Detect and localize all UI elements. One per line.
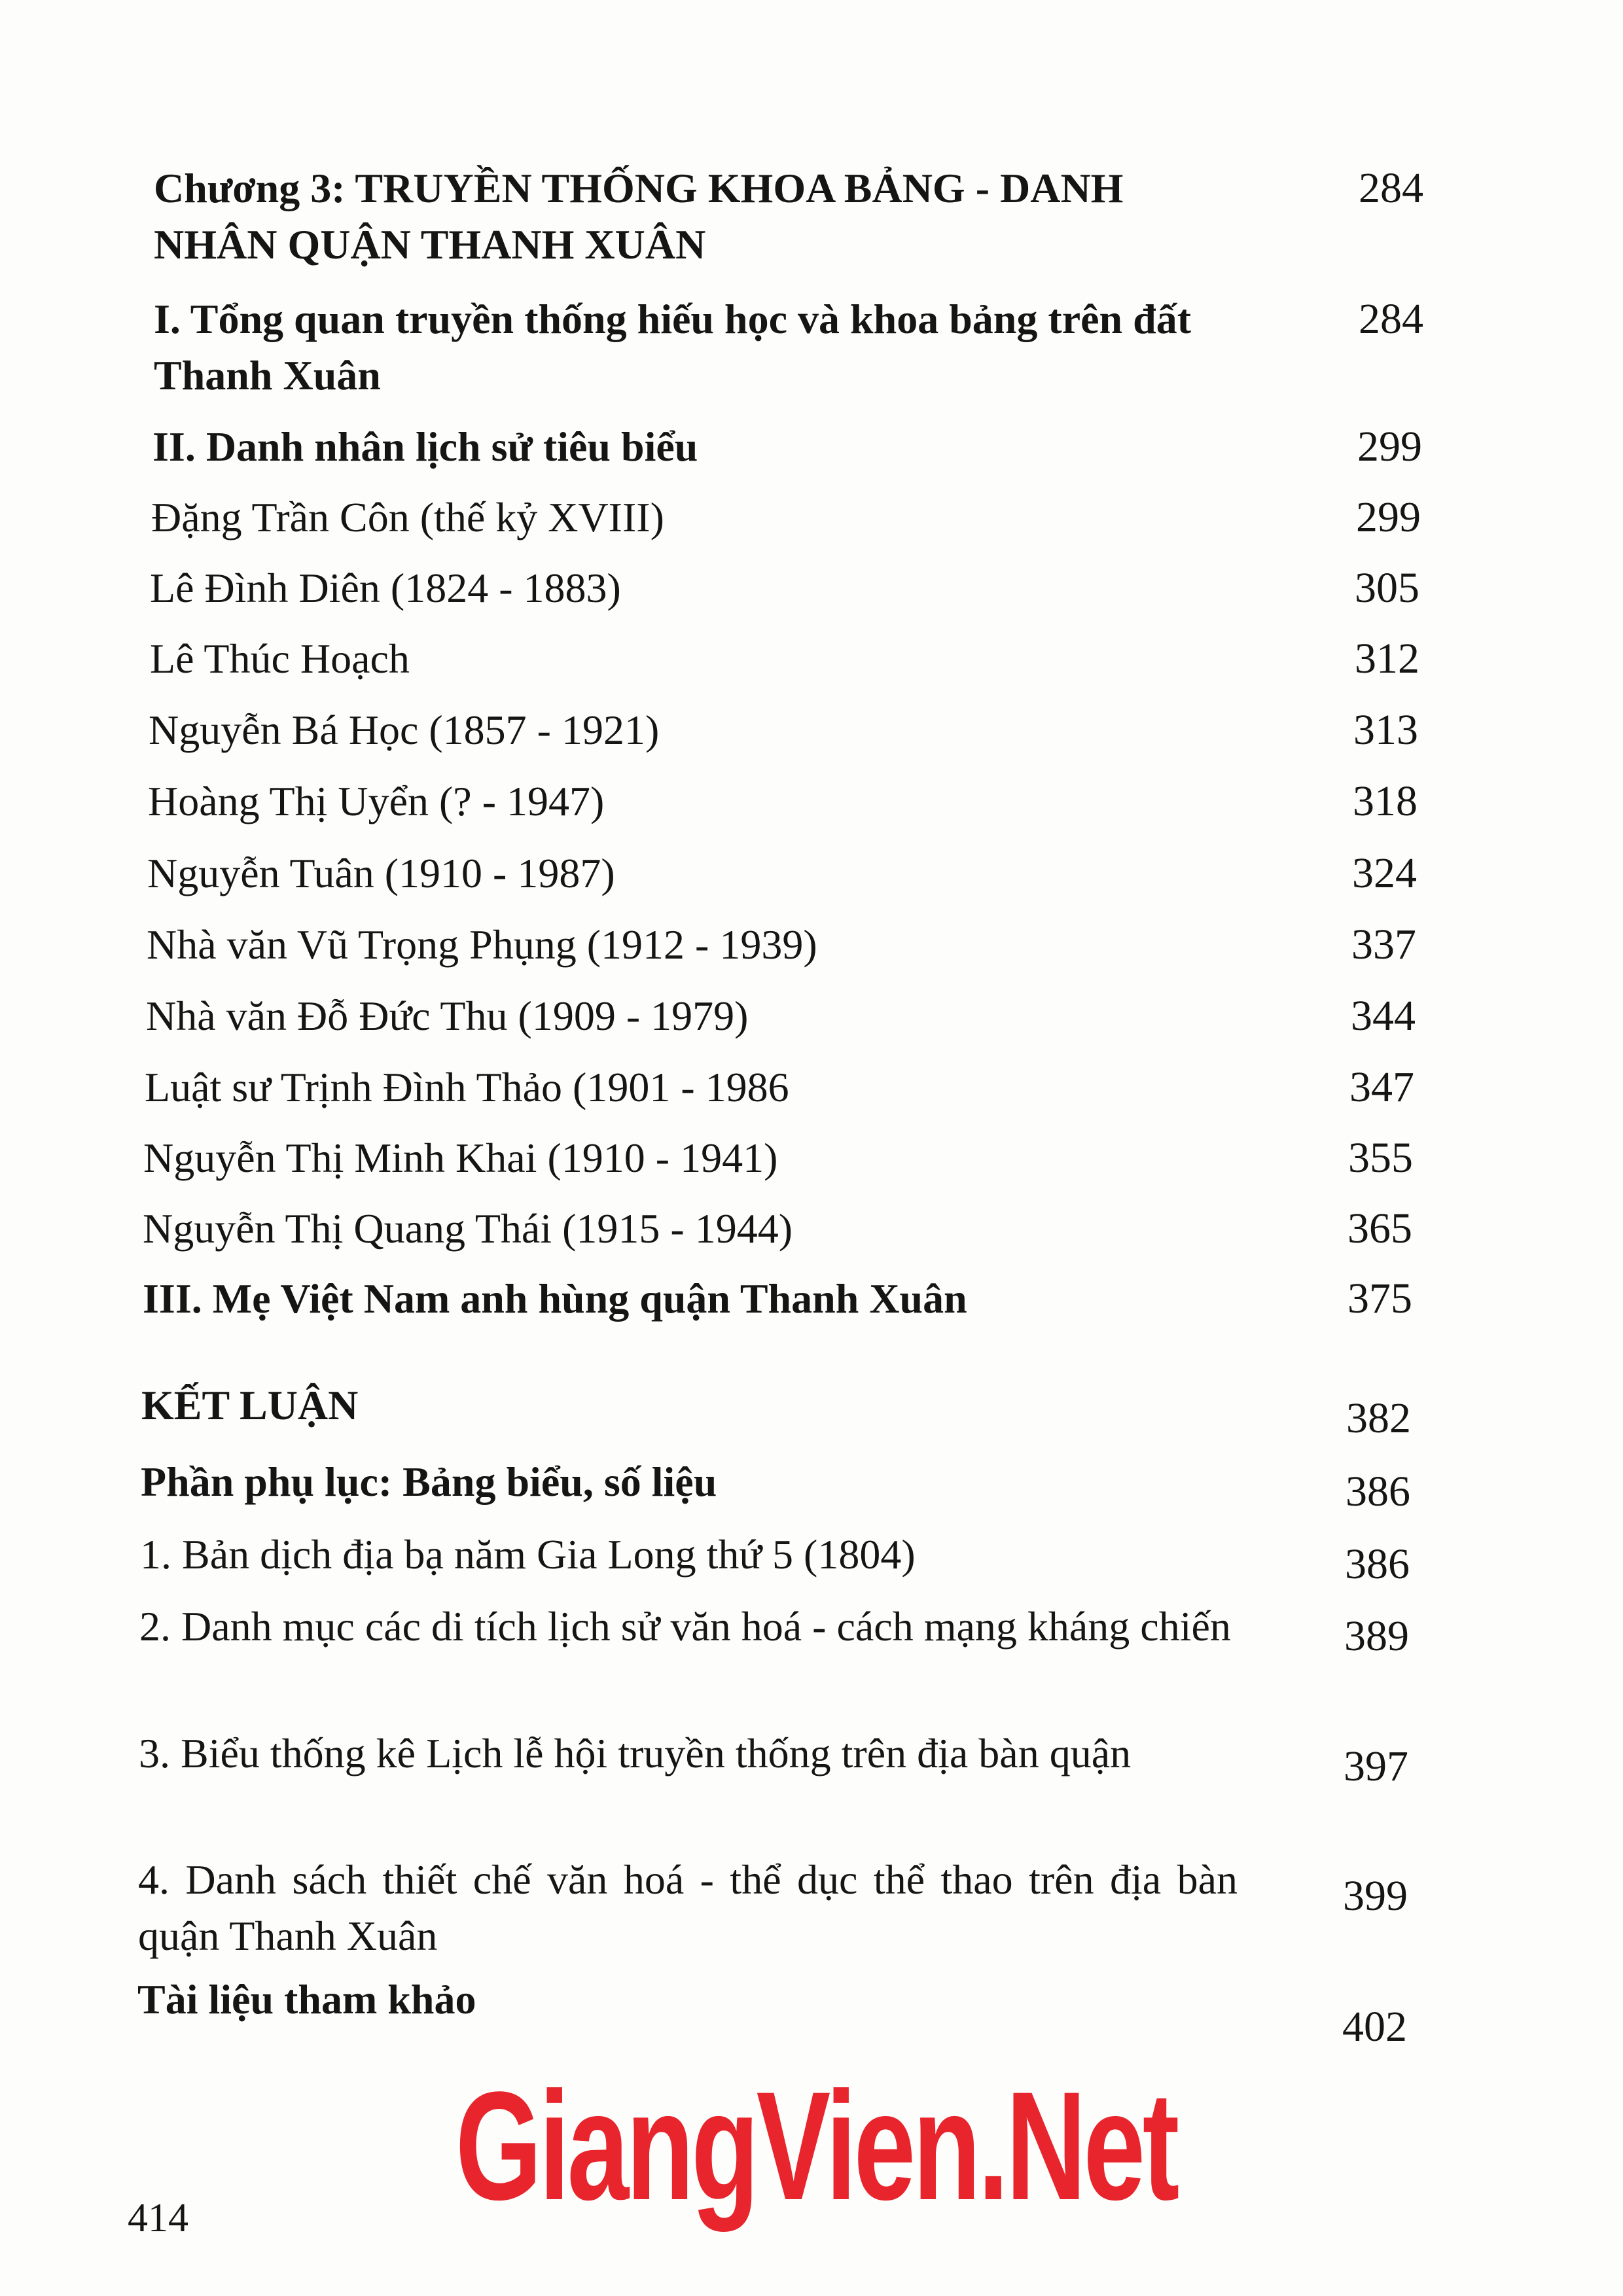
toc-entry-title: Nhà văn Vũ Trọng Phụng (1912 - 1939) — [147, 921, 817, 968]
toc-entry-title: Hoàng Thị Uyển (? - 1947) — [148, 778, 605, 824]
toc-entry-page: 402 — [1342, 2003, 1407, 2051]
toc-entry-page: 299 — [1357, 423, 1422, 470]
toc-entry-title: 3. Biểu thống kê Lịch lễ hội truyền thống trên địa bàn quận — [139, 1730, 1132, 1776]
toc-entry-page: 355 — [1348, 1134, 1413, 1182]
toc-entry-page: 344 — [1351, 992, 1416, 1040]
toc-entry-title: I. Tổng quan truyền thống hiếu học và khoa bảng trên đất Thanh Xuân — [154, 296, 1191, 398]
toc-entry-page: 386 — [1346, 1468, 1410, 1515]
toc-entry-page: 386 — [1345, 1540, 1410, 1588]
toc-entry-page: 399 — [1343, 1872, 1408, 1920]
toc-entry-page: 337 — [1351, 921, 1416, 968]
toc-entry-title: 4. Danh sách thiết chế văn hoá - thể dục thể thao trên địa bàn quận Thanh Xuân — [138, 1856, 1238, 1959]
toc-entry-title: Nguyễn Tuân (1910 - 1987) — [147, 850, 615, 896]
toc-entry-title: Luật sư Trịnh Đình Thảo (1901 - 1986 — [145, 1064, 789, 1110]
toc-entry-title: 2. Danh mục các di tích lịch sử văn hoá - cách mạng kháng chiến — [139, 1603, 1231, 1650]
toc-entry-title: Phần phụ lục: Bảng biểu, số liệu — [141, 1458, 717, 1505]
watermark-logo: GiangVien.Net — [455, 2060, 1177, 2233]
toc-entry-title: Nguyễn Thị Quang Thái (1915 - 1944) — [143, 1205, 793, 1252]
toc-entry-page: 382 — [1346, 1394, 1411, 1442]
page-number: 414 — [128, 2196, 188, 2240]
toc-entry-page: 397 — [1344, 1742, 1408, 1790]
toc-entry-page: 305 — [1355, 564, 1419, 612]
toc-entry-title: Nguyễn Bá Học (1857 - 1921) — [149, 707, 660, 753]
toc-entry-page: 312 — [1355, 635, 1419, 682]
toc-entry-page: 365 — [1347, 1205, 1412, 1252]
toc-entry-title: Nguyễn Thị Minh Khai (1910 - 1941) — [143, 1135, 778, 1181]
toc-entry-title: Đặng Trần Côn (thế kỷ XVIII) — [151, 494, 664, 540]
toc-entry-page: 389 — [1344, 1612, 1409, 1660]
toc-entry-title: II. Danh nhân lịch sử tiêu biểu — [152, 423, 698, 470]
toc-entry-title: KẾT LUẬN — [141, 1382, 359, 1428]
toc-entry-title: Nhà văn Đỗ Đức Thu (1909 - 1979) — [146, 993, 749, 1039]
toc-entry-page: 313 — [1353, 706, 1418, 754]
toc-entry-page: 284 — [1359, 164, 1423, 212]
toc-entry-page: 299 — [1356, 493, 1421, 541]
toc-entry-title: Chương 3: TRUYỀN THỐNG KHOA BẢNG - DANH NHÂN QUẬN THANH XUÂN — [154, 165, 1124, 268]
toc-entry-title: Tài liệu tham khảo — [137, 1976, 476, 2022]
toc-entry-page: 318 — [1353, 777, 1418, 825]
toc-entry-title: Lê Thúc Hoạch — [150, 635, 410, 682]
toc-entry-page: 284 — [1359, 295, 1423, 343]
toc-entry-page: 324 — [1352, 849, 1417, 897]
toc-entry-page: 347 — [1349, 1063, 1414, 1111]
toc-entry-page: 375 — [1347, 1275, 1412, 1322]
toc-entry-title: 1. Bản dịch địa bạ năm Gia Long thứ 5 (1804) — [140, 1531, 916, 1578]
toc-entry-title: Lê Đình Diên (1824 - 1883) — [150, 565, 621, 611]
toc-entry-title: III. Mẹ Việt Nam anh hùng quận Thanh Xuân — [143, 1275, 967, 1322]
